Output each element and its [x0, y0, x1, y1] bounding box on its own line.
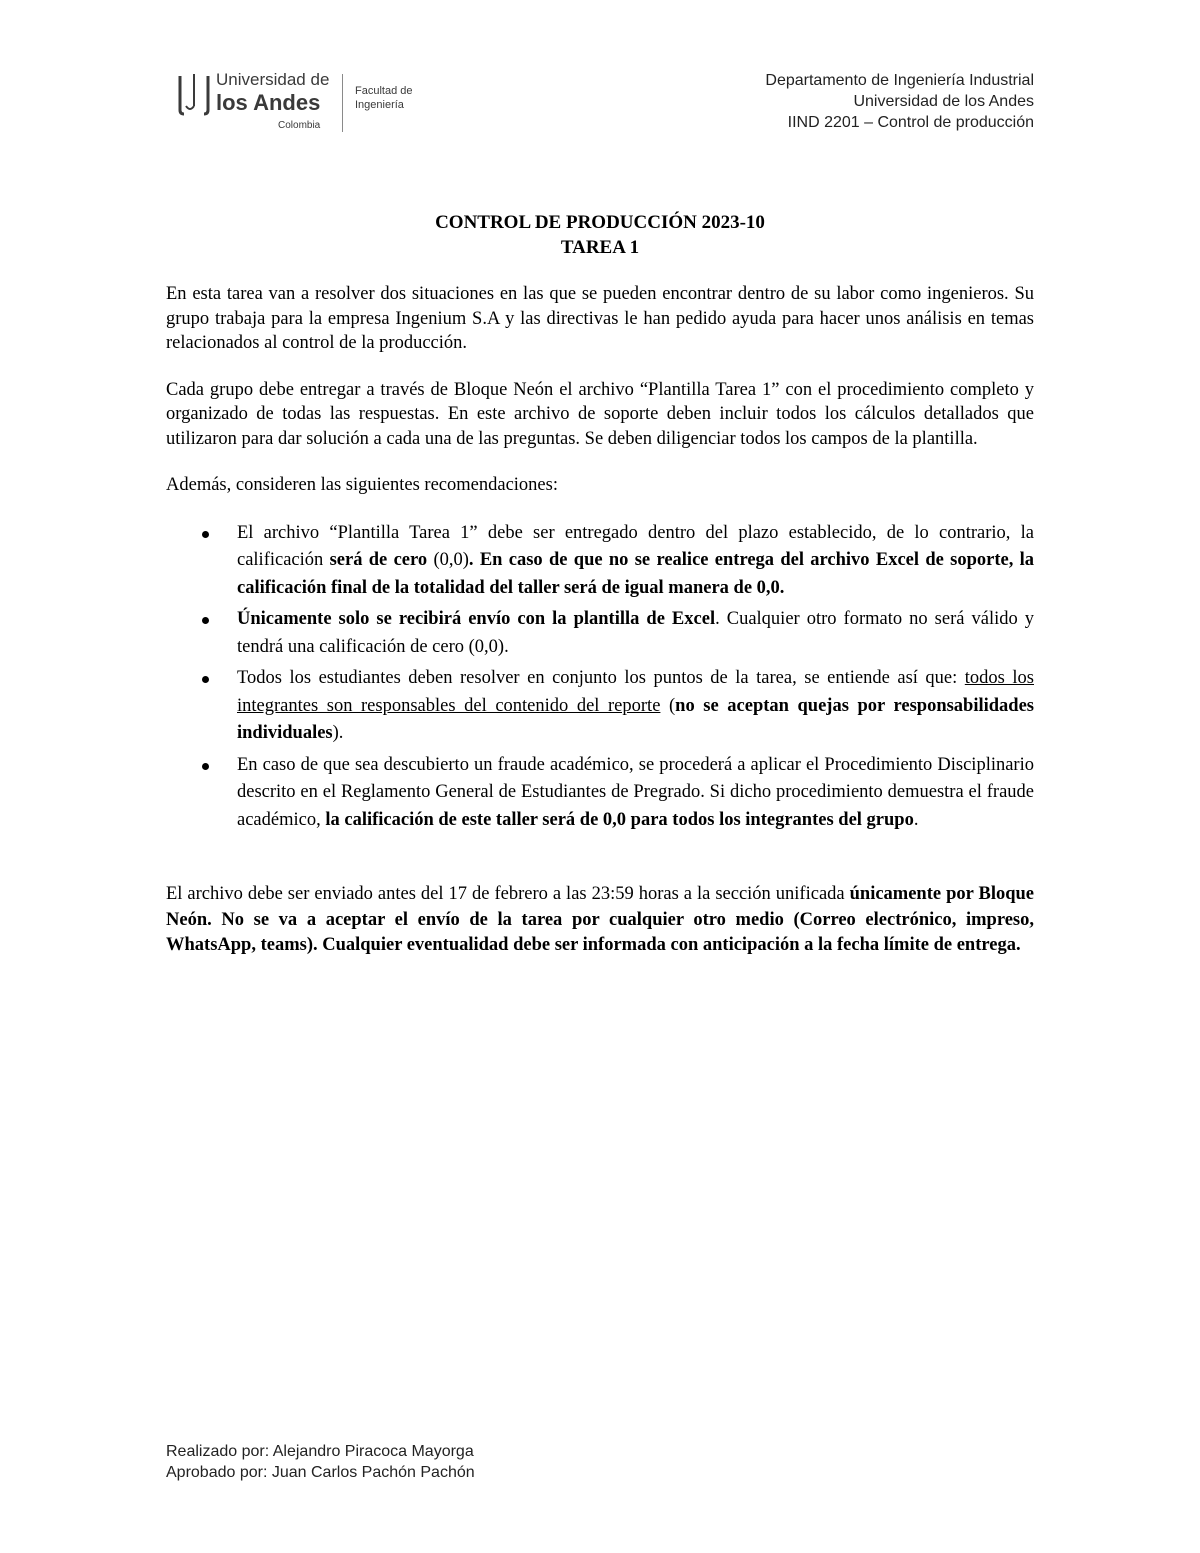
bullet1-bold: será de cero: [329, 550, 428, 570]
bullet3-bold: no se aceptan quejas por responsabilidades individuales: [237, 695, 1035, 743]
logo-university-line1: Universidad de: [216, 70, 330, 89]
recommendations-list: [166, 520, 1034, 835]
header-university: Universidad de los Andes: [853, 93, 1034, 110]
bullet4-bold: la calificación de este taller será de 0,0 para todos los integrantes del grupo: [325, 809, 914, 830]
list-item: [166, 606, 1034, 661]
department-header: [765, 70, 1034, 133]
logo-faculty: [355, 84, 435, 112]
footer-approved-by: Aprobado por: Juan Carlos Pachón Pachón: [166, 1464, 475, 1481]
bullet3-text: Todos los estudiantes deben resolver en conjunto los puntos de la tarea, se entiende así que:: [237, 668, 965, 688]
university-emblem-icon: [174, 70, 214, 120]
bullet-icon: [202, 763, 209, 770]
intro-paragraph-1: En esta tarea van a resolver dos situaciones en las que se pueden encontrar dentro de su labor como ingenieros. Su grupo trabaja para la empresa Ingenium S.A y las directivas le han pedido ayuda para hacer unos análisis en temas relacionados al control de la producción.: [166, 284, 1034, 353]
deadline-bold: únicamente por Bloque Neón. No se va a aceptar el envío de la tarea por cualquier otro medio (Correo electrónico, impreso, WhatsApp, teams). Cualquier eventualidad debe ser informada con anticipación a la fecha límite de entrega.: [166, 884, 1035, 955]
bullet4-end: .: [913, 809, 919, 830]
document-footer: [166, 1441, 475, 1483]
bullet-icon: [202, 676, 209, 683]
logo-country: Colombia: [278, 120, 321, 131]
header-department: Departamento de Ingeniería Industrial: [765, 72, 1034, 89]
header-course: IIND 2201 – Control de producción: [787, 114, 1034, 131]
bullet3-underlined: todos los integrantes son responsables del contenido del reporte: [237, 668, 1034, 716]
logo-faculty-line1: Facultad de: [355, 85, 413, 97]
bullet2-bold: Únicamente solo se recibirá envío con la plantilla de Excel: [237, 609, 716, 629]
bullet4-text: En caso de que sea descubierto un fraude académico, se procederá a aplicar el Procedimiento Disciplinario descrito en el Reglamento General de Estudiantes de Pregrado. Si dicho procedimiento demuestra el fraude académico,: [237, 754, 1034, 830]
bullet-icon: [202, 617, 209, 624]
intro-paragraph-2: Cada grupo debe entregar a través de Bloque Neón el archivo “Plantilla Tarea 1” con el procedimiento completo y organizado de todas las respuestas. En este archivo de soporte deben incluir todos los cálculos detallados que utilizaron para dar solución a cada una de las preguntas. Se deben diligenciar todos los campos de la plantilla.: [166, 379, 1034, 449]
bullet2-text: . Cualquier otro formato no será válido y tendrá una calificación de cero (0,0).: [237, 609, 1034, 657]
deadline-text: El archivo debe ser enviado antes del 17 de febrero a las 23:59 horas a la sección unificada: [166, 884, 850, 904]
document-body: [166, 282, 1034, 981]
bullet-icon: [202, 531, 209, 538]
bullet1-text2: (0,0): [427, 550, 469, 570]
document-title: [0, 210, 1200, 260]
title-line2: TAREA 1: [560, 237, 640, 258]
university-logo: [174, 70, 434, 134]
list-item: [166, 520, 1034, 603]
list-item: [166, 752, 1034, 835]
list-item: [166, 665, 1034, 748]
bullet3-text2: (: [660, 695, 676, 716]
logo-faculty-line2: Ingeniería: [355, 99, 404, 111]
bullet3-text3: ).: [332, 723, 344, 743]
footer-made-by: Realizado por: Alejandro Piracoca Mayorga: [166, 1443, 474, 1460]
deadline-paragraph: [166, 882, 1034, 959]
logo-divider: [342, 74, 343, 132]
intro-paragraph-3: Además, consideren las siguientes recomendaciones:: [166, 475, 558, 495]
title-line1: CONTROL DE PRODUCCIÓN 2023-10: [435, 212, 765, 233]
bullet1-bold2: . En caso de que no se realice entrega del archivo Excel de soporte, la calificación final de la totalidad del taller será de igual manera de 0,0.: [237, 550, 1035, 598]
bullet1-text: El archivo “Plantilla Tarea 1” debe ser entregado dentro del plazo establecido, de lo contrario, la calificación: [237, 522, 1034, 570]
logo-university-line2: los Andes: [216, 90, 321, 115]
